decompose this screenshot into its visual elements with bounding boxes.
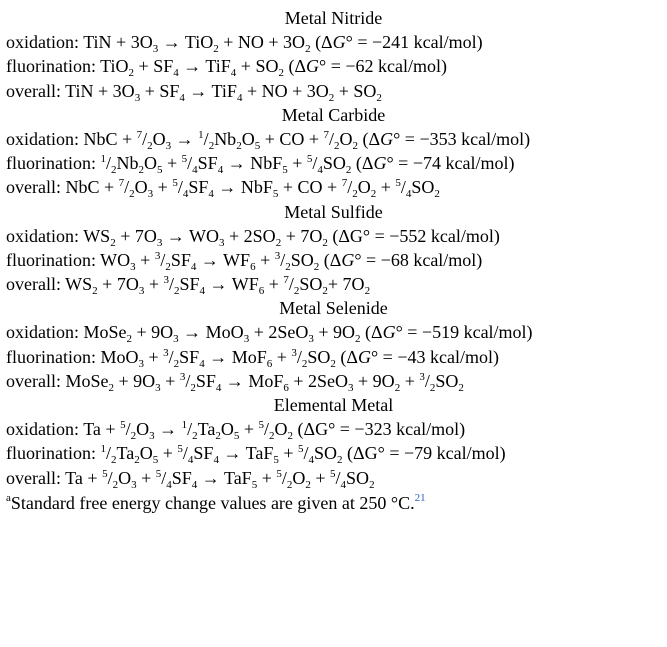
reaction-step-label: overall: [6,370,61,391]
reaction-step-label: fluorination: [6,56,96,77]
reaction-step-label: fluorination: [6,249,96,270]
reaction-row [0,127,667,151]
table-footnote [0,490,667,516]
reaction-equation: $^1/_2Ta_2O_5 + ^5/_4SF_4 \to TaF_5 + ^5/_4SO_2$ (ΔG° = −79 kcal/mol) [100,443,506,467]
reaction-equation: $Ta + ^5/_2O_3 \to ^1/_2Ta_2O_5 + ^5/_2O_2$ (ΔG° = −323 kcal/mol) [83,419,466,443]
reaction-step-label: oxidation: [6,32,79,53]
reaction-step-label: oxidation: [6,322,79,343]
reaction-equation: TiN + $3O_3 \to TiO_2$ + NO + $3O_2$ (ΔG° = −241 kcal/mol) [83,32,483,56]
reaction-row [0,175,667,199]
citation-link[interactable]: 21 [414,491,426,504]
reaction-equation: NbC + $^7/_2O_3 \to ^1/_2Nb_2O_5$ + CO + $^7/_2O_2$ (ΔG° = −353 kcal/mol) [83,128,531,152]
reaction-equation: $WS_2 + 7O_3 + ^3/_2SF_4 \to WF_6 + ^7/_2SO_2+ 7O_2$ [65,274,371,298]
reaction-row [0,272,667,296]
footnote-text: Standard free energy change values are given at 250 °C. [10,492,415,513]
reaction-step-label: overall: [6,467,61,488]
reaction-step-label: overall: [6,80,61,101]
section-heading: Metal Sulfide [284,201,383,222]
reaction-equation: $WO_3 + ^3/_2SF_4 \to WF_6 + ^3/_2SO_2$ (ΔG° = −68 kcal/mol) [100,249,483,273]
reaction-equation: $^1/_2Nb_2O_5 + ^5/_4SF_4 \to NbF_5 + ^5/_4SO_2$ (ΔG° = −74 kcal/mol) [100,153,515,177]
reaction-row [0,248,667,272]
reaction-equation: $WS_2 + 7O_3 \to WO_3 + 2SO_2 + 7O_2$ (ΔG° = −552 kcal/mol) [83,225,500,249]
footnote-marker: a [6,491,11,504]
reaction-step-label: oxidation: [6,225,79,246]
reaction-equation: MoSe$_2$ + $9O_3 \to MoO_3 + 2SeO_3 + 9O_2$ (ΔG° = −519 kcal/mol) [83,322,533,346]
section-heading: Metal Nitride [284,8,383,28]
reaction-equation: $TiO_2 + SF_4 \to TiF_4 + SO_2$ (ΔG° = −62 kcal/mol) [100,56,448,80]
reaction-equation: TiN + $3O_3 + SF_4 \to TiF_4$ + NO + $3O_2 + SO_2$ [65,80,382,104]
reaction-step-label: oxidation: [6,419,79,440]
reaction-row [0,320,667,344]
reaction-step-label: fluorination: [6,153,96,174]
reaction-step-label: oxidation: [6,128,79,149]
reaction-step-label: fluorination: [6,346,96,367]
section-heading: Metal Selenide [279,298,388,319]
reaction-row [0,79,667,103]
reaction-row [0,54,667,78]
reaction-step-label: overall: [6,274,61,295]
reaction-row [0,369,667,393]
reaction-step-label: overall: [6,177,61,198]
reaction-equation: $MoO_3 + ^3/_2SF_4 \to MoF_6 + ^3/_2SO_2$ (ΔG° = −43 kcal/mol) [100,346,499,370]
reaction-row [0,30,667,54]
reaction-equation: $Ta + ^5/_2O_3 + ^5/_4SF_4 \to TaF_5 + ^5/_2O_2 + ^5/_4SO_2$ [65,467,375,491]
reaction-row [0,224,667,248]
reaction-sections [0,6,667,490]
reaction-row [0,345,667,369]
section-heading: Metal Carbide [281,104,386,125]
reaction-row [0,151,667,175]
reaction-row [0,441,667,465]
reaction-row [0,466,667,490]
reaction-equation: MoSe$_2$ + $9O_3 + ^3/_2SF_4 \to MoF_6 + 2SeO_3 + 9O_2 + ^3/_2SO_2$ [65,370,464,394]
reaction-step-label: fluorination: [6,443,96,464]
reaction-equation: NbC + $^7/_2O_3 + ^5/_4SF_4 \to NbF_5$ + CO + $^7/_2O_2 + ^5/_4SO_2$ [65,177,440,201]
section-heading: Elemental Metal [273,395,394,415]
reaction-row [0,417,667,441]
